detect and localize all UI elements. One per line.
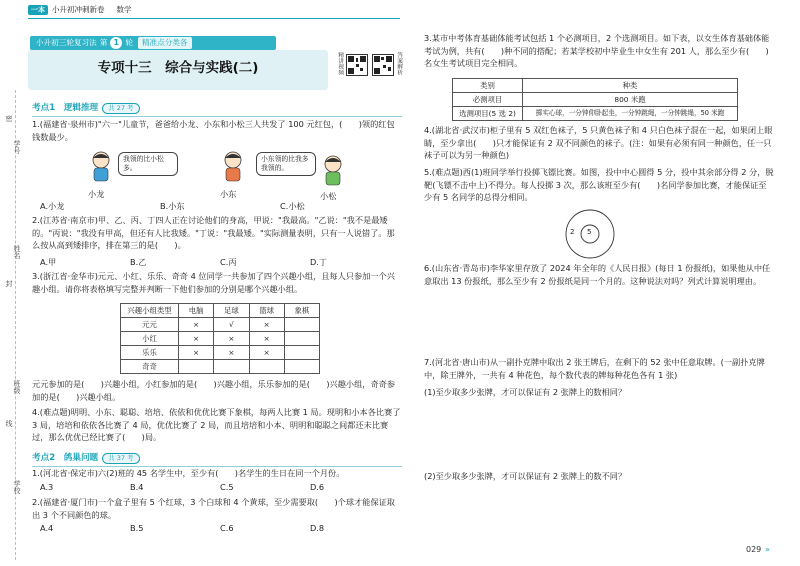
left-kp2-q1: 1.(河北省·保定市)六(2)班的 45 名学生中，至少有( )名学生的生日在同一个月份。 [32, 468, 345, 478]
q1-name-xiaosong: 小松 [320, 191, 337, 201]
kp2-q2-option-d[interactable]: D.8 [310, 523, 325, 533]
kp2-q1-option-d[interactable]: D.6 [310, 482, 325, 492]
right-q6: 6.(山东省·青岛市)李华家里存放了 2024 年全年的《人民日报》(每日 1 份报纸)，如果他从中任意取出 13 份报纸，那么至少有 2 份报纸是同一个月的。这种说法对吗？列式计算说明理由。 [424, 263, 771, 286]
kid-xiaodong-icon [218, 150, 248, 182]
kp2-q1-options [40, 481, 370, 494]
kid-xiaolong-icon [86, 150, 116, 182]
brand-logo: 一本 [28, 5, 48, 16]
banner-prefix: 小升初三轮复习法 [36, 38, 97, 48]
q2-options [40, 256, 370, 269]
table-cell[interactable] [284, 318, 319, 332]
table-header-cell: 兴趣小组类型 [121, 304, 179, 318]
table-cell[interactable] [249, 360, 284, 374]
table-cell: 小红 [121, 332, 179, 346]
table-header-row [121, 304, 320, 318]
kp2-q1-option-a[interactable]: A.3 [40, 482, 54, 492]
side-label-mi: 密 [5, 115, 13, 122]
q1-name-xiaolong: 小龙 [88, 189, 105, 199]
left-q1: 1.(福建省·泉州市)"六一"儿童节，爸爸给小龙、小东和小松三人共发了 100 元红包，( )领的红包钱数最少。 [32, 119, 395, 142]
q2-option-c[interactable]: C.丙 [220, 257, 237, 267]
interest-group-table [120, 303, 320, 374]
side-label-feng: 封 [5, 280, 13, 287]
kp1-heading [32, 102, 140, 115]
table-header-cell: 类别 [453, 79, 523, 93]
right-q4: 4.(湖北省·武汉市)柜子里有 5 双红色袜子，5 只黄色袜子和 4 只白色袜子混在一起，如果闭上眼睛，至少拿出( )只才能保证有 2 双不同颜色的袜子。(注：如果有必须有同一种颜色，任一只袜子可以为另一种颜色) [424, 125, 773, 161]
table-cell: 800 米跑 [523, 93, 738, 107]
left-q4: 4.(难点题)明明、小东、聪聪、培培、依依和优优比赛下象棋，每两人比赛 1 局。现明和小本各比赛了 3 局，培培和依依各比赛了 4 局，优优比赛了 2 局，而且培培和小本、明明和聪聪之间都还未比赛过，那么优优已经比赛了( )局。 [32, 407, 401, 443]
banner-round-num: 1 [110, 37, 122, 49]
table-cell: × [249, 346, 284, 360]
table-header-cell: 电脑 [179, 304, 214, 318]
table-cell[interactable] [214, 360, 249, 374]
q2-option-a[interactable]: A.甲 [40, 257, 57, 267]
page-number: 029 [746, 545, 762, 554]
side-label-name: 姓名 [13, 245, 21, 259]
side-label-number: 学号 [13, 140, 21, 154]
q2-option-b[interactable]: B.乙 [130, 257, 147, 267]
qr-code-video[interactable] [346, 54, 368, 76]
side-label-school: 学校 [13, 480, 21, 494]
side-label-class: 班级 [13, 380, 21, 394]
dartboard-outer-score: 2 [570, 228, 575, 236]
page-header [28, 4, 132, 16]
q1-options [40, 200, 340, 213]
banner-round-post: 轮 [125, 38, 133, 48]
table-row [121, 346, 320, 360]
kp2-q2-options [40, 522, 370, 535]
q1-figure [78, 150, 378, 206]
kp2-q2-option-a[interactable]: A.4 [40, 523, 54, 533]
table-row [121, 318, 320, 332]
q1-option-b[interactable]: B.小东 [160, 201, 185, 211]
kp1-label: 考点1 逻辑推理 [32, 103, 99, 113]
table-cell[interactable] [284, 346, 319, 360]
next-arrow-icon: » [765, 545, 770, 554]
side-label-xian: 线 [5, 420, 13, 427]
table-cell: 元元 [121, 318, 179, 332]
right-q7: 7.(河北省·唐山市)从一副扑克牌中取出 2 张王牌后，在剩下的 52 张中任意取牌。(一副扑克牌中，除王牌外，一共有 4 种花色，每个数代表的牌每种花色各有 1 张) [424, 357, 765, 380]
kp2-pill: 共 37 考 [102, 453, 139, 463]
table-header-cell: 象棋 [284, 304, 319, 318]
table-cell: × [179, 318, 214, 332]
table-header-cell: 种类 [523, 79, 738, 93]
kp2-q1-option-b[interactable]: B.4 [130, 482, 144, 492]
q1-bubble-xiaodong: 小东领的比我多我领的。 [256, 152, 316, 176]
q1-option-a[interactable]: A.小龙 [40, 201, 65, 211]
table-cell: 掷实心球，一分钟仰卧起坐，一分钟跳绳，一分钟跳绳，50 米跑 [523, 107, 738, 121]
table-cell: × [249, 332, 284, 346]
table-row [453, 107, 738, 121]
qr-label-answer: 答案解析 [395, 52, 402, 76]
table-header-cell: 足球 [214, 304, 249, 318]
table-row [453, 93, 738, 107]
page-title: 专项十三 综合与实践(二) [97, 60, 259, 76]
banner-round-sub: 精准点分类各 [138, 37, 192, 49]
series-name: 小升初冲刺新卷 [52, 5, 105, 15]
kp2-q2-option-c[interactable]: C.6 [220, 523, 234, 533]
table-cell: 奇奇 [121, 360, 179, 374]
table-cell: × [214, 346, 249, 360]
exam-items-table [452, 78, 738, 121]
table-cell: 必测项目 [453, 93, 523, 107]
table-row [121, 360, 320, 374]
subject-name: 数学 [116, 5, 132, 15]
dartboard-figure [564, 208, 616, 260]
header-rule [28, 18, 400, 19]
table-cell: 选测项目(5 选 2) [453, 107, 523, 121]
kp2-q2-option-b[interactable]: B.5 [130, 523, 144, 533]
review-banner [30, 36, 276, 50]
table-header-row [453, 79, 738, 93]
kp1-pill: 共 27 考 [102, 103, 139, 113]
right-q7-part2: (2)至少取多少张牌，才可以保证有 2 张牌上的数不同？ [424, 471, 627, 481]
table-cell: × [179, 332, 214, 346]
left-q3-answer: 元元参加的是( )兴趣小组，小红参加的是( )兴趣小组，乐乐参加的是( )兴趣小组，奇奇参加的是( )兴趣小组。 [32, 379, 396, 402]
kp1-rule [32, 116, 402, 117]
table-cell: × [214, 332, 249, 346]
table-row [121, 332, 320, 346]
table-cell: √ [214, 318, 249, 332]
table-cell[interactable] [284, 332, 319, 346]
table-header-cell: 篮球 [249, 304, 284, 318]
banner-round-pre: 第 [99, 38, 108, 48]
q1-name-xiaodong: 小东 [220, 189, 237, 199]
kp2-heading [32, 452, 140, 465]
qr-code-answer[interactable] [372, 54, 394, 76]
kp2-q1-option-c[interactable]: C.5 [220, 482, 234, 492]
table-cell: × [249, 318, 284, 332]
table-cell[interactable] [284, 360, 319, 374]
table-cell: × [179, 346, 214, 360]
right-q3: 3.某市中考体育基础体能考试包括 1 个必测项目，2 个选测项目。如下表，以女生体育基础体能考试为例，共有( )种不同的搭配；若某学校初中毕业生中女生有 201 人，那么至少有( )名女生考试项目完全相同。 [424, 33, 770, 69]
q1-bubble-xiaolong: 我领的比小松多。 [118, 152, 178, 176]
right-q5: 5.(难点题)西(1)班同学举行投掷飞镖比赛。如图，投中中心圆得 5 分，投中其余部分得 2 分，脱靶(飞镖不击中上)不得分。每人投掷 3 次，那么该班至少有( )名同学参加比赛，才能保证至少有 5 名同学的总得分相同。 [424, 167, 774, 203]
table-cell[interactable] [179, 360, 214, 374]
qr-label-video: 精讲视频 [336, 52, 343, 76]
q2-option-d[interactable]: D.丁 [310, 257, 328, 267]
kid-xiaosong-icon [318, 154, 348, 186]
left-kp2-q2: 2.(福建省·厦门市)一个盒子里有 5 个红球，3 个白球和 4 个黄球，至少需要取( )个球才能保证取出 3 个不同颜色的球。 [32, 497, 395, 520]
table-cell: 乐乐 [121, 346, 179, 360]
kp2-label: 考点2 鸽巢问题 [32, 453, 99, 463]
left-q3: 3.(浙江省·金华市)元元、小红、乐乐、奇奇 4 位同学一共参加了四个兴趣小组，且每人只参加一个兴趣小组。请你将表格填写完整并判断一下他们参加的分别是哪个兴趣小组。 [32, 271, 395, 294]
right-q7-part1: (1)至少取多少张牌，才可以保证有 2 张牌上的数相同？ [424, 387, 627, 397]
q1-option-c[interactable]: C.小松 [280, 201, 305, 211]
left-q2: 2.(江苏省·南京市)甲、乙、丙、丁四人正在讨论他们的身高，甲说："我最高。"乙说："我不是最矮的。"丙说："我没有甲高，但还有人比我矮。"丁说："我最矮。"实际测量表明，只有一人说错了。那么按从高到矮排序，排在第三的是( )。 [32, 215, 395, 251]
dartboard-inner-score: 5 [587, 228, 592, 236]
